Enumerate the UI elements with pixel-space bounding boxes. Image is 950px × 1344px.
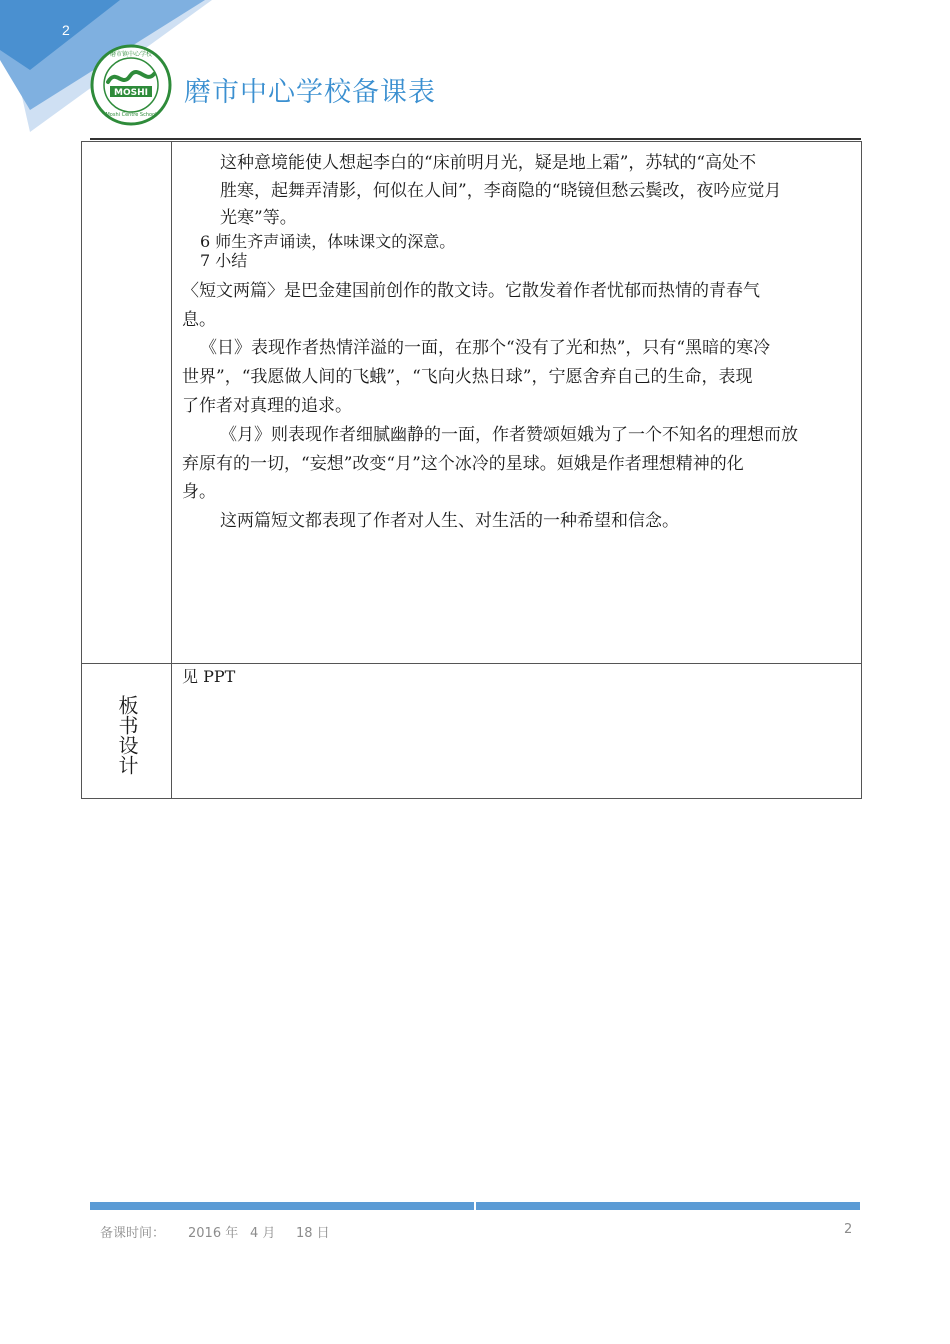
lesson-label-cell xyxy=(82,142,172,663)
lesson-line: 6 师生齐声诵读，体味课文的深意。 xyxy=(200,232,456,251)
school-title: 磨市中心学校备课表 xyxy=(184,77,436,108)
lesson-line: 光寒”等。 xyxy=(220,208,297,228)
school-logo-icon xyxy=(90,44,172,126)
lesson-plan-table xyxy=(81,141,862,799)
lesson-content-cell xyxy=(172,142,861,663)
footer-bar-left xyxy=(90,1202,474,1210)
prep-time-label: 备课时间： xyxy=(100,1226,166,1241)
lesson-content-row xyxy=(82,142,861,664)
footer-page-number: 2 xyxy=(844,1222,853,1237)
prep-month: 4 月 xyxy=(250,1226,276,1241)
board-design-label-cell xyxy=(82,664,172,798)
lesson-line: 胜寒，起舞弄清影，何似在人间”，李商隐的“晓镜但愁云鬓改，夜吟应觉月 xyxy=(220,181,782,201)
lesson-line: 弃原有的一切，“妄想”改变“月”这个冰冷的星球。姮娥是作者理想精神的化 xyxy=(182,454,744,474)
prep-day: 18 日 xyxy=(296,1226,330,1241)
board-design-row xyxy=(82,664,861,798)
lesson-line: 身。 xyxy=(182,482,216,502)
lesson-line: 了作者对真理的追求。 xyxy=(182,396,352,416)
svg-text:磨市镇中心学校: 磨市镇中心学校 xyxy=(109,51,153,58)
lesson-line: 《日》表现作者热情洋溢的一面，在那个“没有了光和热”，只有“黑暗的寒冷 xyxy=(200,338,771,358)
lesson-line: 7 小结 xyxy=(200,251,248,270)
header-page-number: 2 xyxy=(62,22,70,38)
footer-bar-right xyxy=(476,1202,860,1210)
svg-text:Moshi Centre School: Moshi Centre School xyxy=(105,112,157,118)
board-design-content: 见 PPT xyxy=(182,667,236,686)
lesson-line: 〈短文两篇〉是巴金建国前创作的散文诗。它散发着作者忧郁而热情的青春气 xyxy=(182,281,760,301)
board-design-content-cell xyxy=(172,664,861,798)
svg-text:MOSHI: MOSHI xyxy=(114,88,148,98)
lesson-line: 这种意境能使人想起李白的“床前明月光，疑是地上霜”，苏轼的“高处不 xyxy=(220,153,757,173)
prep-year: 2016 年 xyxy=(188,1226,239,1241)
lesson-line: 息。 xyxy=(182,310,216,330)
header-divider xyxy=(90,138,861,140)
board-design-label: 板书设计 xyxy=(115,695,139,775)
lesson-line: 世界”，“我愿做人间的飞蛾”，“飞向火热日球”，宁愿舍弃自己的生命，表现 xyxy=(182,367,753,387)
lesson-line: 这两篇短文都表现了作者对人生、对生活的一种希望和信念。 xyxy=(220,511,679,531)
lesson-line: 《月》则表现作者细腻幽静的一面，作者赞颂姮娥为了一个不知名的理想而放 xyxy=(220,425,798,445)
